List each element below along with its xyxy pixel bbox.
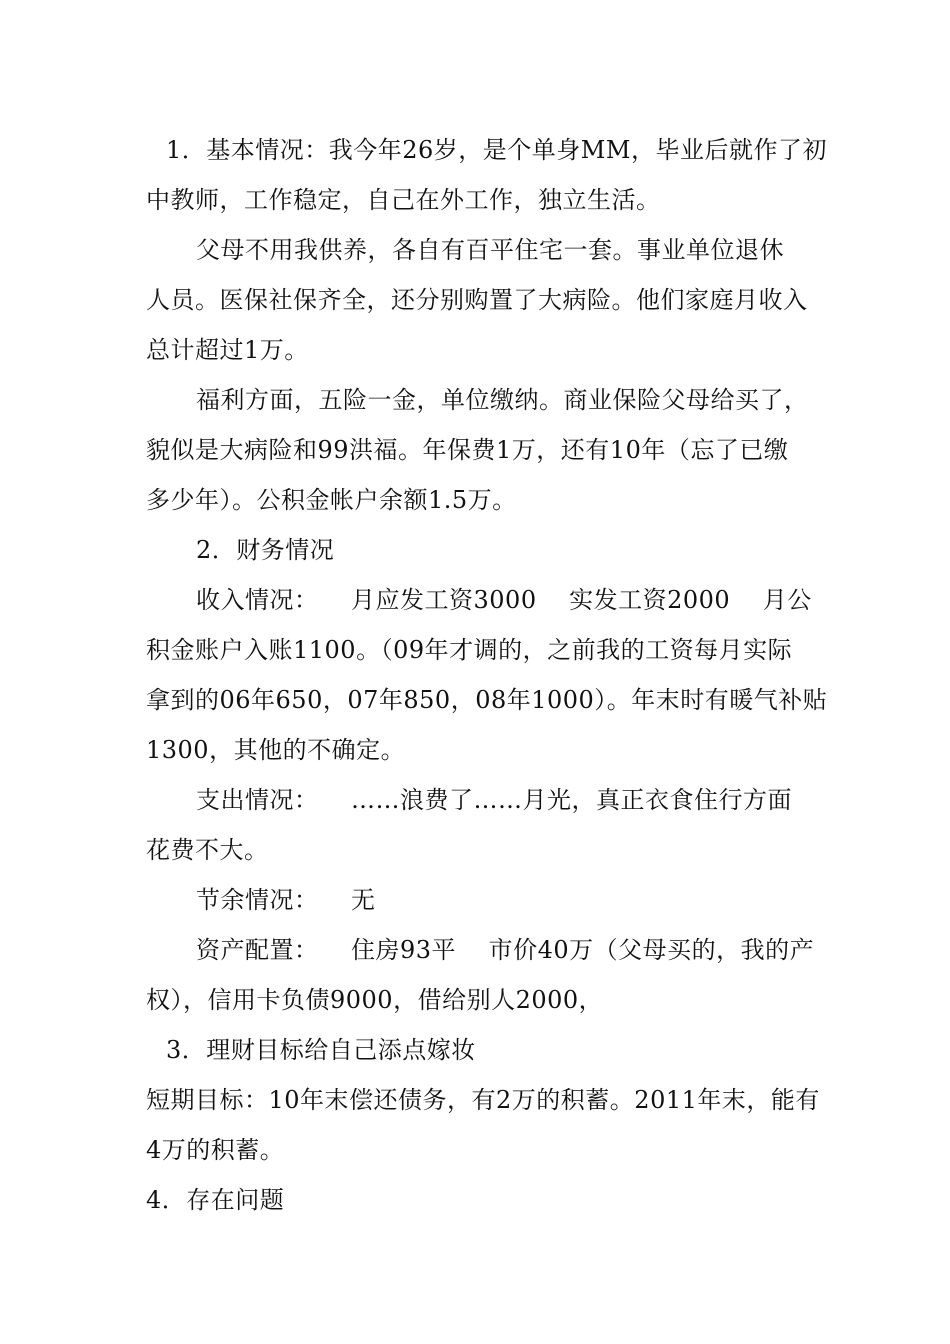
- text-line-3: 父母不用我供养，各自有百平住宅一套。事业单位退休: [196, 236, 784, 264]
- text-line-21: 4万的积蓄。: [146, 1136, 285, 1164]
- text-line-19: 3．理财目标给自己添点嫁妆: [166, 1036, 476, 1064]
- text-line-11: 积金账户入账1100。（09年才调的，之前我的工资每月实际: [146, 636, 793, 664]
- text-line-7: 貌似是大病险和99洪福。年保费1万，还有10年（忘了已缴: [146, 436, 789, 464]
- text-line-9: 2．财务情况: [196, 536, 335, 564]
- text-line-6: 福利方面，五险一金，单位缴纳。商业保险父母给买了，: [196, 386, 809, 414]
- text-line-5: 总计超过1万。: [146, 336, 309, 364]
- text-line-10: 收入情况： 月应发工资3000 实发工资2000 月公: [196, 586, 812, 614]
- text-line-22: 4．存在问题: [146, 1186, 285, 1214]
- text-line-1: 1．基本情况：我今年26岁，是个单身MM，毕业后就作了初: [166, 136, 827, 164]
- text-line-17: 资产配置： 住房93平 市价40万（父母买的，我的产: [196, 936, 815, 964]
- text-line-20: 短期目标：10年末偿还债务，有2万的积蓄。2011年末，能有: [146, 1086, 820, 1114]
- text-line-2: 中教师，工作稳定，自己在外工作，独立生活。: [146, 186, 661, 214]
- text-line-16: 节余情况： 无: [196, 886, 376, 914]
- text-line-14: 支出情况： ……浪费了……月光，真正衣食住行方面: [196, 786, 793, 814]
- text-line-8: 多少年）。公积金帐户余额1.5万。: [146, 486, 517, 514]
- text-line-13: 1300，其他的不确定。: [146, 736, 406, 764]
- text-line-4: 人员。医保社保齐全，还分别购置了大病险。他们家庭月收入: [146, 286, 808, 314]
- text-line-18: 权），信用卡负债9000，借给别人2000，: [146, 986, 604, 1014]
- text-line-12: 拿到的06年650，07年850，08年1000）。年末时有暖气补贴: [146, 686, 828, 714]
- text-line-15: 花费不大。: [146, 836, 269, 864]
